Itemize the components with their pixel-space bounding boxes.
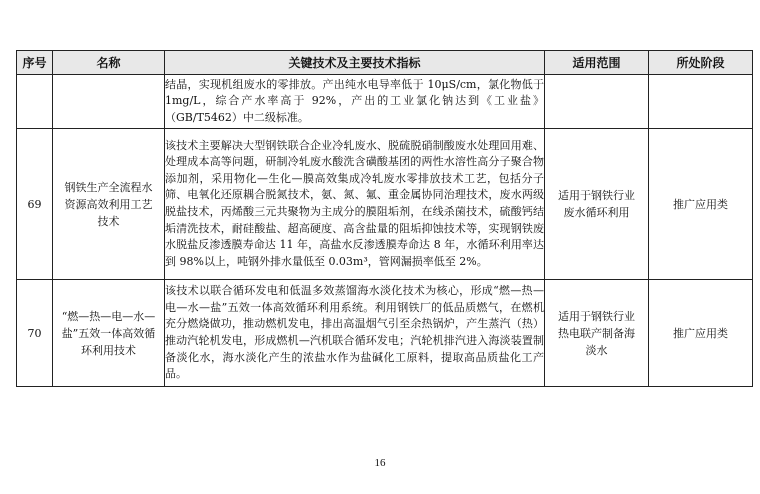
row-name: 钢铁生产全流程水资源高效利用工艺技术 (53, 129, 165, 280)
page-number: 16 (374, 457, 386, 469)
technology-table (16, 50, 753, 387)
header-key-technology: 关键技术及主要技术指标 (165, 51, 545, 75)
continuation-description: 结晶，实现机组废水的零排放。产出纯水电导率低于 10μS/cm，氯化物低于 1mg/L，综合产水率高于 92%，产出的工业氯化钠达到《工业盐》（GB/T5462）中二级标准。 (165, 75, 545, 129)
header-stage: 所处阶段 (649, 51, 753, 75)
header-name: 名称 (53, 51, 165, 75)
row-stage: 推广应用类 (649, 280, 753, 387)
header-number: 序号 (17, 51, 53, 75)
row-number: 69 (17, 129, 53, 280)
row-description: 该技术主要解决大型钢铁联合企业冷轧废水、脱硫脱硝制酸废水处理回用难、处理成本高等问题，研制冷轧废水酸洗含磺酸基团的两性水溶性高分子聚合物添加剂，采用物化—生化—膜高效集成冷轧废水零排放技术工艺，包括分子筛、电氧化还原耦合脱氮技术，氨、氮、氟、重金属协同治理技术，废水两级脱盐技术，丙烯酸三元共聚物为主成分的膜阻垢剂，在线杀菌技术，硫酸钙结垢清洗技术，耐硅酸盐、超高硬度、高含盐量的阻垢抑蚀技术等，实现钢铁废水脱盐反渗透膜寿命达 11 年，高盐水反渗透膜寿命达 8 年，水循环利用率达到 98%以上，吨钢外排水量低至 0.03m³，管网漏损率低至 2%。 (165, 129, 545, 280)
table-header-row (17, 51, 753, 75)
row-scope: 适用于钢铁行业热电联产制备海淡水 (545, 280, 649, 387)
table-row (17, 280, 753, 387)
row-stage: 推广应用类 (649, 129, 753, 280)
table-row-continuation (17, 75, 753, 129)
row-name: “燃—热—电—水—盐”五效一体高效循环利用技术 (53, 280, 165, 387)
header-scope: 适用范围 (545, 51, 649, 75)
row-scope: 适用于钢铁行业废水循环利用 (545, 129, 649, 280)
table-row (17, 129, 753, 280)
row-description: 该技术以联合循环发电和低温多效蒸馏海水淡化技术为核心，形成“燃—热—电—水—盐”五效一体高效循环利用系统。利用钢铁厂的低品质燃气，在燃机充分燃烧做功，推动燃机发电，排出高温烟气引至余热锅炉，产生蒸汽（热）推动汽轮机发电，形成燃机—汽机联合循环发电；汽轮机排汽进入海淡装置制备淡化水，海水淡化产生的浓盐水作为盐碱化工原料，提取高品质盐化工产品。 (165, 280, 545, 387)
row-number: 70 (17, 280, 53, 387)
